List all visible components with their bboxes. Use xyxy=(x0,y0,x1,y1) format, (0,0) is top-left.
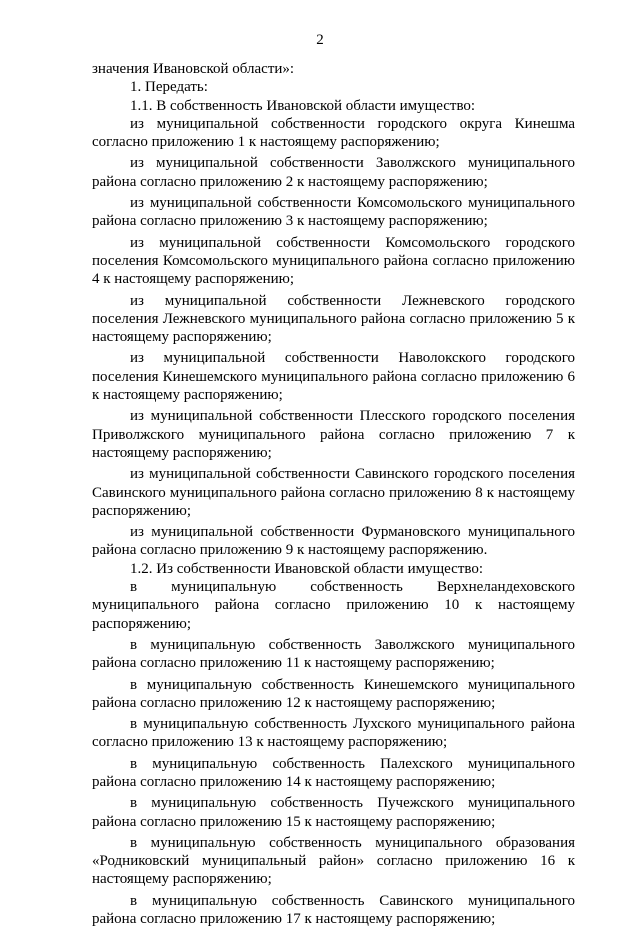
paragraph: из муниципальной собственности Плесского городского поселения Приволжского муниципального района согласно приложению 7 к настоящему распоряжению; xyxy=(92,408,575,461)
paragraph: в муниципальную собственность Савинского муниципального района согласно приложению 17 к настоящему распоряжению; xyxy=(92,892,575,928)
document-body xyxy=(92,60,575,928)
paragraph: из муниципальной собственности Комсомольского городского поселения Комсомольского муниципального района согласно приложению 4 к настоящему распоряжению; xyxy=(92,234,575,288)
paragraph: из муниципальной собственности Наволокского городского поселения Кинешемского муниципального района согласно приложению 6 к настоящему распоряжению; xyxy=(92,350,575,404)
paragraph: из муниципальной собственности Лежневского городского поселения Лежневского муниципального района согласно приложению 5 к настоящему распоряжению; xyxy=(92,292,575,346)
paragraph: из муниципальной собственности Заволжского муниципального района согласно приложению 2 к настоящему распоряжению; xyxy=(92,155,575,190)
paragraph: в муниципальную собственность Заволжского муниципального района согласно приложению 11 к настоящему распоряжению; xyxy=(92,636,575,672)
paragraph: значения Ивановской области»: xyxy=(92,61,295,77)
paragraph: 1.2. Из собственности Ивановской области имущество: xyxy=(130,560,484,577)
paragraph: в муниципальную собственность Верхнеландеховского муниципального района согласно приложению 10 к настоящему распоряжению; xyxy=(92,579,575,632)
paragraph: в муниципальную собственность Лухского муниципального района согласно приложению 13 к настоящему распоряжению; xyxy=(92,716,575,751)
paragraph: из муниципальной собственности Фурмановского муниципального района согласно приложению 9 к настоящему распоряжению. xyxy=(92,524,575,559)
paragraph: из муниципальной собственности Комсомольского муниципального района согласно приложению 3 к настоящему распоряжению; xyxy=(92,195,575,230)
page-number: 2 xyxy=(316,32,324,48)
paragraph: 1. Передать: xyxy=(130,79,208,96)
paragraph: из муниципальной собственности городского округа Кинешма согласно приложению 1 к настоящему распоряжению; xyxy=(92,115,575,151)
paragraph: в муниципальную собственность муниципального образования «Родниковский муниципальный район» согласно приложению 16 к настоящему распоряжению; xyxy=(92,834,575,888)
paragraph: в муниципальную собственность Пучежского муниципального района согласно приложению 15 к настоящему распоряжению; xyxy=(92,795,575,830)
paragraph: 1.1. В собственность Ивановской области имущество: xyxy=(130,97,476,114)
paragraph: в муниципальную собственность Палехского муниципального района согласно приложению 14 к настоящему распоряжению; xyxy=(92,755,575,790)
paragraph: из муниципальной собственности Савинского городского поселения Савинского муниципального района согласно приложению 8 к настоящему распоряжению; xyxy=(92,466,575,519)
paragraph: в муниципальную собственность Кинешемского муниципального района согласно приложению 12 к настоящему распоряжению; xyxy=(92,676,575,711)
